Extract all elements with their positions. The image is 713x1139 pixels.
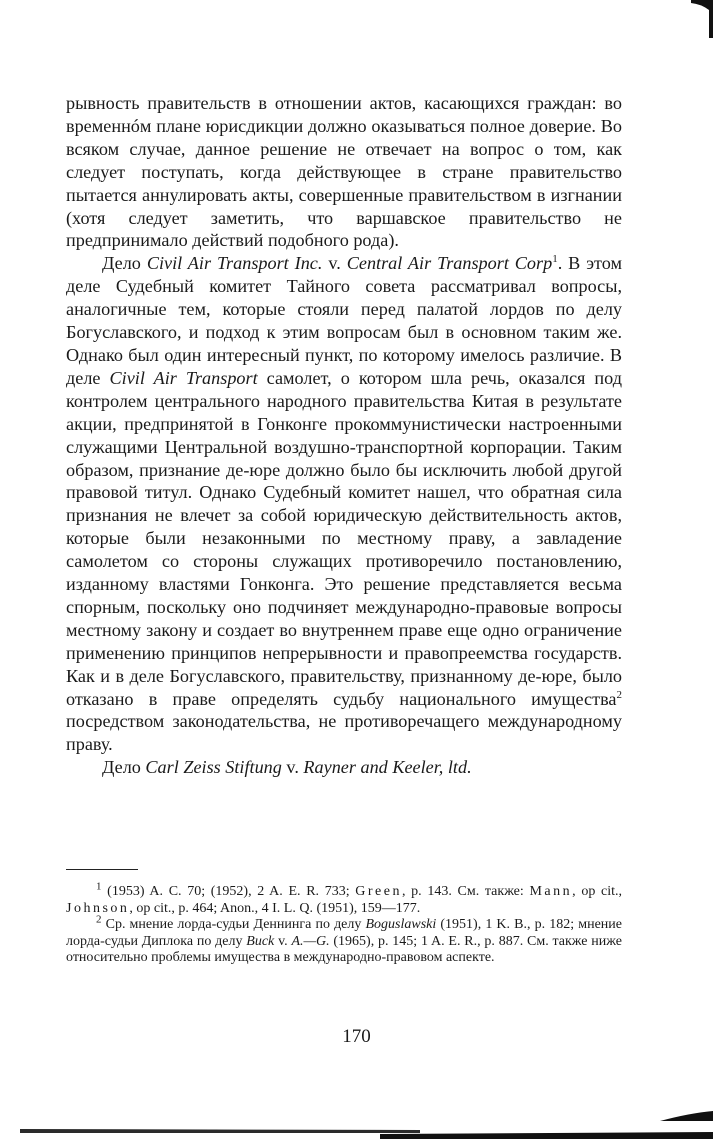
case-name: Civil Air Transport [109,367,258,388]
scan-edge-mark [0,1099,713,1139]
footnotes [66,880,622,967]
footnote-ref: 1 [552,253,558,266]
case-name: Central Air Transport Corp [346,253,553,274]
case-name: Civil Air Transport Inc. [146,253,323,274]
main-text [66,92,622,779]
footnote-2: $^2$ Ср. мнение лорда-судьи Деннинга по делу Boguslawski (1951), 1 K. B., p. 182; мнение лорда-судьи Диплока по делу Buck v. A.—G. (1965), p. 145; 1 A. E. R., p. 887. См. также ниже относительно проблемы имущества в международно-правовом аспекте. [66,913,622,966]
case-name: Rayner and Keeler, ltd. [303,757,472,778]
paragraph-1: рывность правительств в отношении актов, касающихся граждан: во временнóм плане юрисдикции должно оказываться полное доверие. Во всяком случае, данное решение не отвечает на вопрос о том, как следует поступать, когда действующее в стране правительство пытается аннулировать акты, совершенные правительством в изгнании (хотя следует заметить, что варшавское правительство не предпринимало действий подобного рода). [66,93,622,251]
page-number: 170 [342,1026,371,1047]
paragraph-2: Дело Civil Air Transport Inc. v. Central Air Transport Corp$^1$. В этом деле Судебный комитет Тайного совета рассматривал вопросы, аналогичные тем, которые стояли перед палатой лордов по делу Богуславского, и подход к этим вопросам был в основном таким же. Однако был один интересный пункт, по которому имелось различие. В деле Civil Air Transport самолет, о котором шла речь, оказался под контролем центрального народного правительства Китая в результате акции, предпринятой в Гонконге прокоммунистически настроенными служащими Центральной воздушно-транспортной корпорации. Таким образом, признание де-юре должно было бы исключить любой другой правовой титул. Однако Судебный комитет нашел, что обратная сила признания не влечет за собой юридическую действительность актов, которые были незаконными по местному праву, а завладение самолетом со стороны служащих противоречило постановлению, изданному властями Гонконга. Это решение представляется весьма спорным, поскольку оно подчиняет международно-правовые вопросы местному закону и создает во внутреннем праве еще одно ограничение применению принципов непрерывности и правопреемства государств. Как и в деле Богуславского, правительству, признанному де-юре, было отказано в праве определять судьбу национального имущества$^2$ посредством законодательства, не противоречащего международному праву. [66,253,623,755]
footnote-1: $^1$ (1953) A. C. 70; (1952), 2 A. E. R. 733; Green, p. 143. См. также: Mann, op cit., Johnson, op cit., p. 464; Anon., 4 I. L. Q. (1951), 159—177. [66,880,622,916]
paragraph-3: Дело Carl Zeiss Stiftung v. Rayner and Keeler, ltd. [102,757,472,778]
footnote-divider [66,869,138,870]
footnote-ref: 2 [616,688,622,701]
case-name: Carl Zeiss Stiftung [145,757,282,778]
scan-edge-mark [691,0,713,38]
